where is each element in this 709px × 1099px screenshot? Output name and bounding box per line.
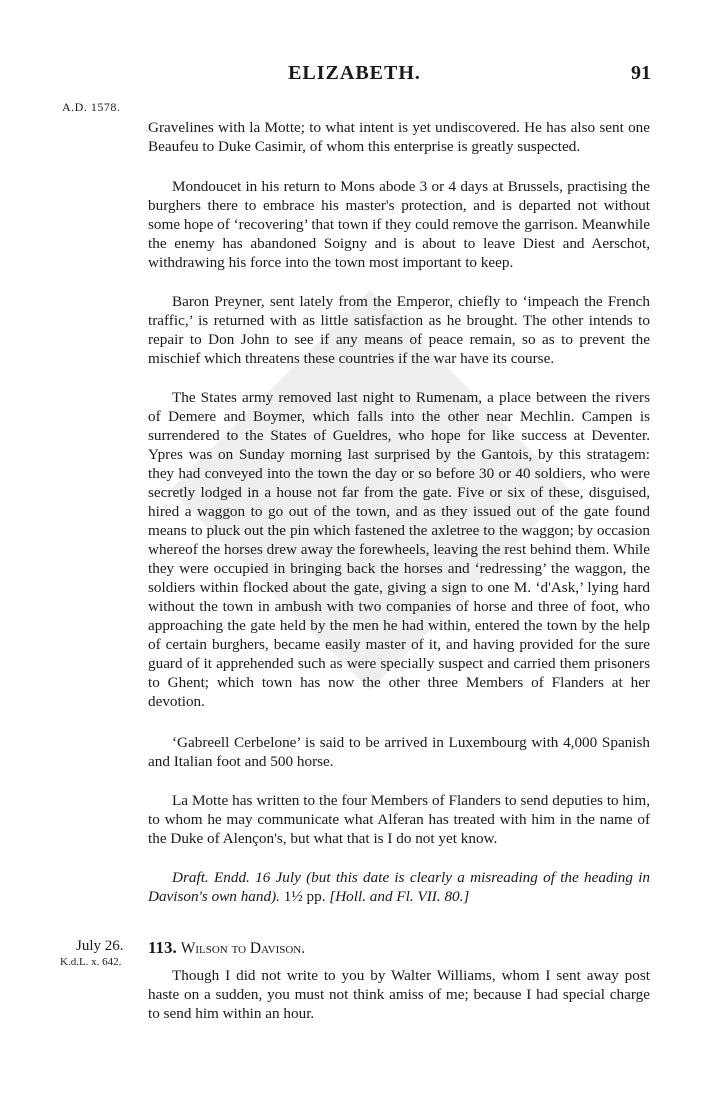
page-title: ELIZABETH.	[288, 62, 421, 84]
paragraph-text: La Motte has written to the four Members of Flanders to send deputies to him, to whom he may communicate what Alferan has treated with him in the name of the Duke of Alençon's, but what that is I do not yet know.	[148, 792, 650, 847]
note-reference: [Holl. and Fl. VII. 80.]	[329, 888, 470, 905]
page-number: 91	[631, 62, 651, 84]
paragraph-la-motte	[148, 791, 650, 848]
editorial-note	[148, 868, 650, 906]
note-pages: 1½ pp.	[283, 888, 326, 905]
paragraph-mondoucet	[148, 177, 650, 272]
paragraph-text: The States army removed last night to Rumenam, a place between the rivers of Demere and Boymer, which falls into the other near Mechlin. Campen is surrendered to the States of Gueldres, who hope for like success at Deventer. Ypres was on Sunday morning last surprised by the Gantois, by this stratagem: they had conveyed into the town the day or so before 30 or 40 soldiers, who were secretly lodged in a house not far from the gate. Five or six of these, disguised, hired a waggon to go out of the town, and as they issued out of the gate found means to pluck out the pin which fastened the axletree to the waggon; by occasion whereof the horses drew away the forewheels, leaving the rest behind them. While they were occupied in bringing back the horses and ‘redressing’ the waggon, the soldiers within flocked about the gate, giving a sign to one M. ‘d'Ask,’ lying hard without the town in ambush with two companies of horse and three of foot, who approaching the gate held by the men he had within, entered the town by the help of certain burghers, became easily master of it, and having provided for the sure guard of it apprehended such as were specially suspect and carried them prisoners to Ghent; which town has now the other three Members of Flanders at her devotion.	[148, 389, 650, 710]
paragraph-cerbelone	[148, 733, 650, 771]
paragraph-text: ‘Gabreell Cerbelone’ is said to be arrived in Luxembourg with 4,000 Spanish and Italian foot and 500 horse.	[148, 734, 650, 770]
paragraph-states-army	[148, 388, 650, 711]
entry-heading	[148, 938, 305, 958]
note-draft: Draft.	[172, 869, 209, 886]
note-endorsed: Endd. 16 July	[213, 869, 301, 886]
paragraph-letter	[148, 966, 650, 1023]
paragraph-continuation	[148, 118, 650, 156]
margin-year: A.D. 1578.	[62, 100, 121, 114]
note-comment: (but this date is clearly a misreading of the heading in Davison's own hand).	[148, 869, 651, 905]
paragraph-text: Mondoucet in his return to Mons abode 3 or 4 days at Brussels, practising the burghers there to embrace his master's protection, and is departed not without some hope of ‘recovering’ that town if they could remove the garrison. Meanwhile the enemy has abandoned Soigny and is about to leave Diest and Aerschot, withdrawing his force into the town most important to keep.	[148, 178, 651, 271]
entry-title: Wilson to Davison.	[180, 940, 306, 957]
entry-reference: K.d.L. x. 642.	[60, 956, 122, 968]
paragraph-preyner	[148, 292, 650, 368]
paragraph-text: Gravelines with la Motte; to what intent is yet undiscovered. He has also sent one Beaufeu to Duke Casimir, of whom this enterprise is greatly suspected.	[148, 119, 650, 155]
entry-number: 113.	[148, 938, 177, 957]
entry-date: July 26.	[76, 938, 124, 954]
paragraph-text: Though I did not write to you by Walter Williams, whom I sent away post haste on a sudden, you must not think amiss of me; because I had special charge to send him within an hour.	[148, 967, 650, 1022]
paragraph-text: Baron Preyner, sent lately from the Emperor, chiefly to ‘impeach the French traffic,’ is returned with as little satisfaction as he brought. The other intends to repair to Don John to see if any means of peace remain, so as to prevent the mischief which threatens these countries if the war have its course.	[148, 293, 650, 367]
